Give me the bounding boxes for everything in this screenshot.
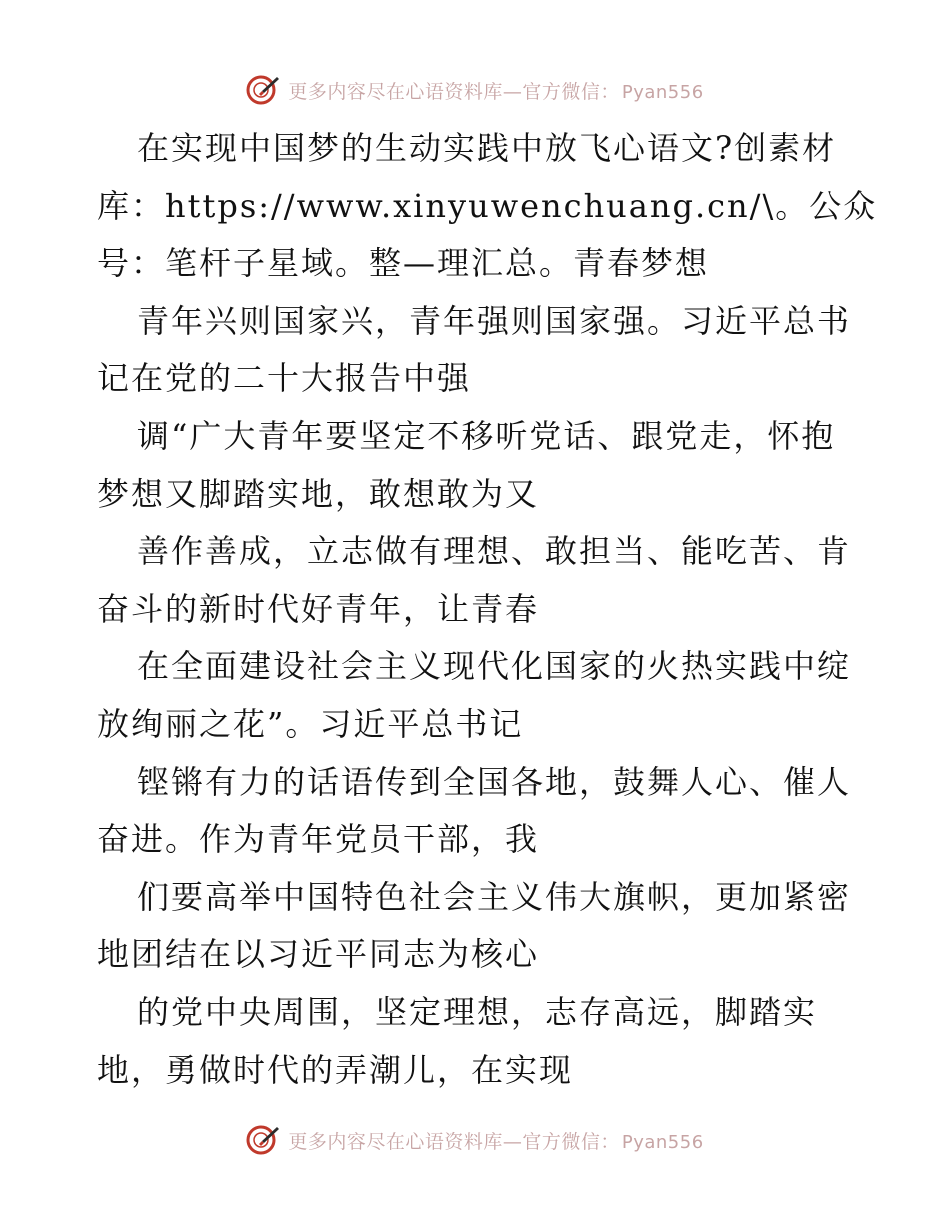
body-text-line: 青年兴则国家兴，青年强则国家强。习近平总书 [137, 301, 852, 340]
header-banner [288, 77, 703, 104]
pen-logo-icon [246, 73, 280, 107]
footer-banner [288, 1127, 703, 1154]
body-text-line: 铿锵有力的话语传到全国各地，鼓舞人心、催人 [137, 762, 852, 801]
body-text-line: 奋进。作为青年党员干部，我 [97, 820, 540, 859]
body-text-line: 在全面建设社会主义现代化国家的火热实践中绽 [137, 647, 852, 686]
pen-logo-icon [246, 1123, 280, 1157]
body-text-line: 地团结在以习近平同志为核心 [97, 935, 540, 974]
header-wechat-id: Pyan556 [621, 81, 704, 103]
body-text-line: 善作善成，立志做有理想、敢担当、能吃苦、肯 [137, 532, 852, 571]
document-body [97, 120, 878, 1099]
footer-wechat-label: 官方微信： [522, 1130, 620, 1153]
body-text-line: 梦想又脚踏实地，敢想敢为又 [97, 474, 540, 513]
footer-banner-text: 更多内容尽在心语资料库 [288, 1130, 503, 1153]
body-text-line: 号：笔杆子星域。整—理汇总。青春梦想 [97, 244, 710, 283]
page-header [0, 70, 950, 110]
body-text-line: 的党中央周围，坚定理想，志存高远，脚踏实 [137, 992, 818, 1031]
header-wechat-label: 官方微信： [522, 80, 620, 103]
page-footer [0, 1120, 950, 1160]
body-text-line: 在实现中国梦的生动实践中放飞心语文?创素材 [137, 129, 837, 167]
footer-wechat-id: Pyan556 [621, 1131, 704, 1153]
header-banner-text: 更多内容尽在心语资料库 [288, 80, 503, 103]
body-text-line: 库：https://www.xinyuwenchuang.cn/\。公众 [97, 186, 878, 225]
header-dash: — [502, 80, 523, 103]
body-text-line: 们要高举中国特色社会主义伟大旗帜，更加紧密 [137, 877, 852, 916]
body-text-line: 调“广大青年要坚定不移听党话、跟党走，怀抱 [137, 416, 836, 455]
body-text-line: 放绚丽之花”。习近平总书记 [97, 704, 524, 743]
body-text-line: 记在党的二十大报告中强 [97, 359, 472, 398]
body-text-line: 地，勇做时代的弄潮儿，在实现 [97, 1050, 574, 1089]
footer-dash: — [502, 1130, 523, 1153]
body-text-line: 奋斗的新时代好青年，让青春 [97, 589, 540, 628]
